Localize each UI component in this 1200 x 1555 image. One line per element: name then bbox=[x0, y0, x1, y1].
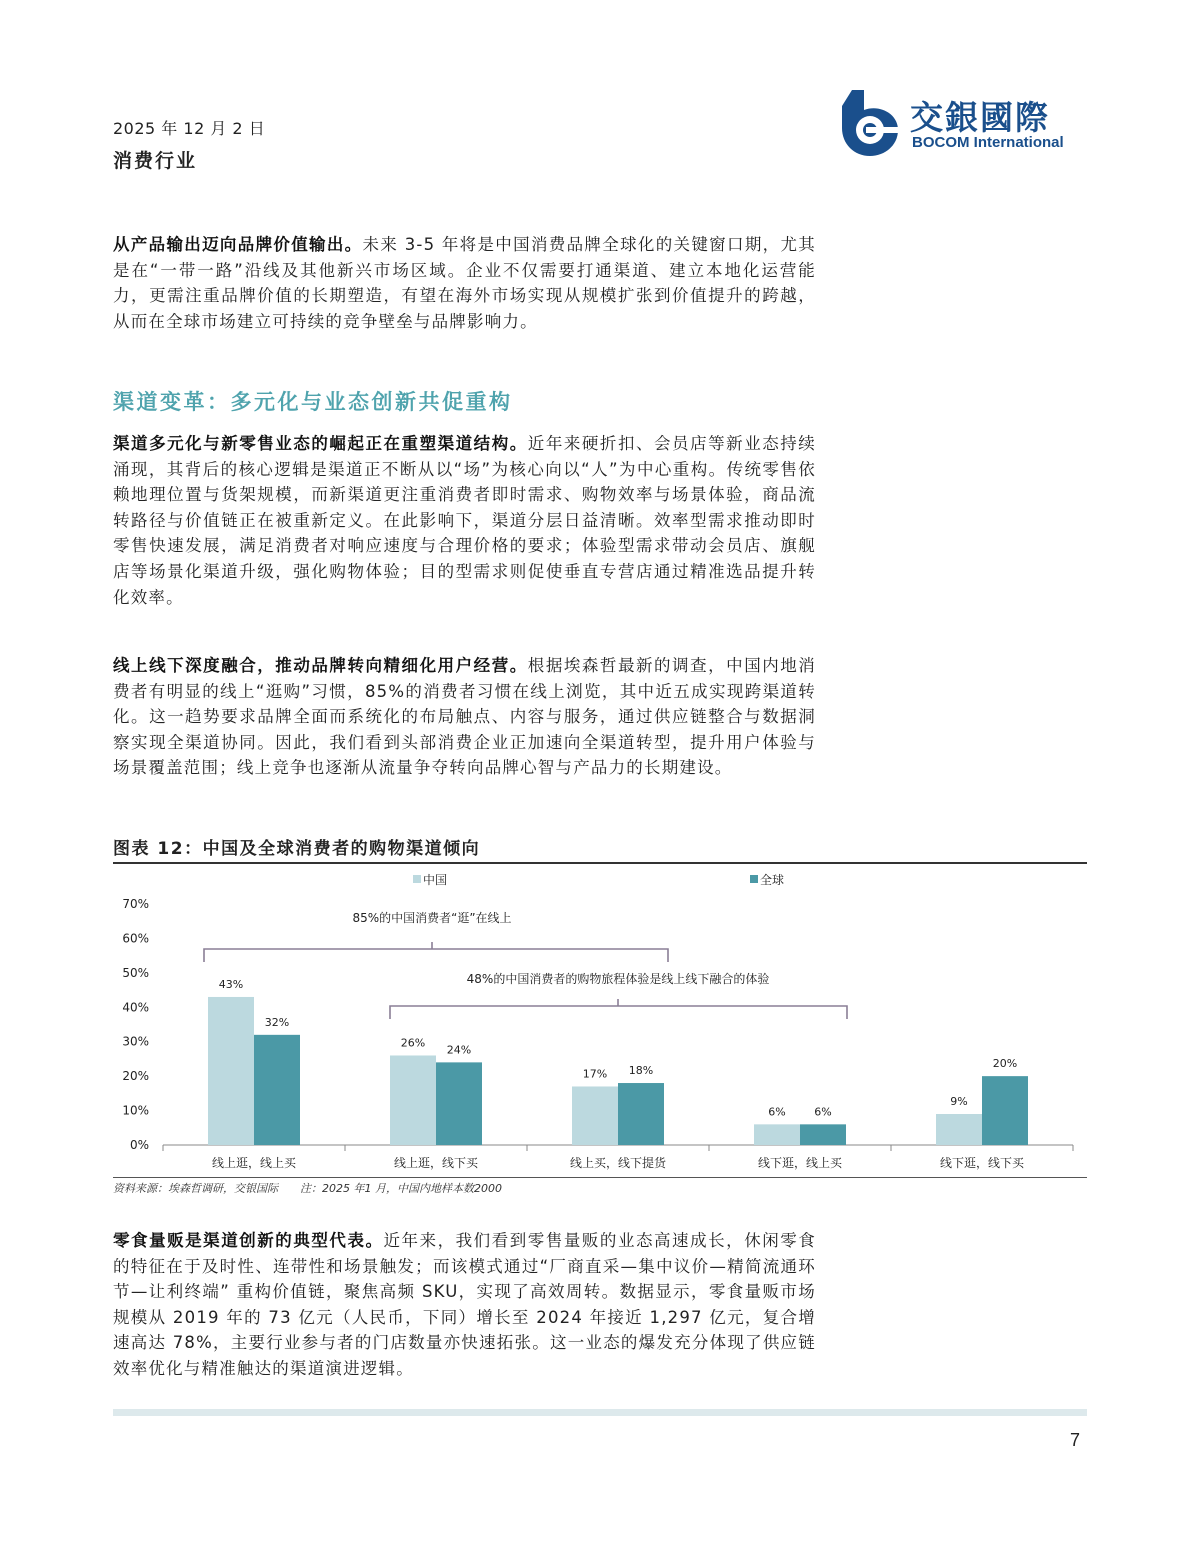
bocom-logo-icon bbox=[838, 86, 908, 158]
data-label: 17% bbox=[582, 1067, 608, 1081]
bar-global bbox=[618, 1083, 664, 1145]
bar-china bbox=[936, 1114, 982, 1145]
data-label: 6% bbox=[814, 1105, 832, 1119]
logo-english-name: BOCOM International bbox=[912, 134, 1064, 151]
y-tick-label: 60% bbox=[122, 931, 149, 946]
data-label: 43% bbox=[218, 977, 244, 991]
legend-label-0: 中国 bbox=[423, 873, 448, 887]
data-label: 26% bbox=[400, 1036, 426, 1050]
y-tick-label: 40% bbox=[122, 1000, 149, 1015]
paragraph-body: 未来 3-5 年将是中国消费品牌全球化的关键窗口期，尤其是在“一带一路”沿线及其他新兴市场区域。企业不仅需要打通渠道、建立本地化运营能力，更需注重品牌价值的长期塑造，有望在海外市场实现从规模扩张到价值提升的跨越，从而在全球市场建立可持续的竞争壁垒与品牌影响力。 bbox=[113, 235, 816, 331]
paragraph-snack-retail bbox=[113, 1228, 816, 1382]
bar-global bbox=[800, 1124, 846, 1145]
data-label: 20% bbox=[992, 1057, 1018, 1071]
paragraph-lead: 渠道多元化与新零售业态的崛起正在重塑渠道结构。 bbox=[113, 434, 528, 453]
x-category-label: 线上逛，线下买 bbox=[393, 1156, 479, 1170]
bar-china bbox=[390, 1055, 436, 1145]
bocom-logo bbox=[838, 86, 1088, 158]
y-tick-label: 30% bbox=[122, 1034, 149, 1049]
paragraph-channel-diversification bbox=[113, 431, 816, 610]
industry-label: 消费行业 bbox=[113, 150, 198, 172]
figure-divider-bottom bbox=[113, 1177, 1087, 1178]
y-tick-label: 70% bbox=[122, 897, 149, 911]
paragraph-body: 近年来，我们看到零售量贩的业态高速成长，休闲零食的特征在于及时性、连带性和场景触发；而该模式通过“厂商直采—集中议价—精简流通环节—让利终端” 重构价值链，聚焦高频 SKU，实现了高效周转。数据显示，零食量贩市场规模从 2019 年的 73 亿元（人民币，下同）增长至 2024 年接近 1,297 亿元，复合增速高达 78%，主要行业参与者的门店数量亦快速拓张。这一业态的爆发充分体现了供应链效率优化与精准触达的渠道演进逻辑。 bbox=[113, 1231, 816, 1378]
channel-preference-chart bbox=[113, 864, 1087, 1176]
x-category-label: 线下逛，线上买 bbox=[757, 1156, 843, 1170]
annotation-text-1: 85%的中国消费者“逛”在线上 bbox=[352, 911, 512, 925]
y-tick-label: 0% bbox=[129, 1138, 149, 1152]
x-category-label: 线下逛，线下买 bbox=[939, 1156, 1025, 1170]
paragraph-lead: 线上线下深度融合，推动品牌转向精细化用户经营。 bbox=[113, 656, 528, 675]
paragraph-lead: 从产品输出迈向品牌价值输出。 bbox=[113, 235, 363, 254]
paragraph-body: 近年来硬折扣、会员店等新业态持续涌现，其背后的核心逻辑是渠道正不断从以“场”为核心向以“人”为中心重构。传统零售依赖地理位置与货架规模，而新渠道更注重消费者即时需求、购物效率与场景体验，商品流转路径与价值链正在被重新定义。在此影响下，渠道分层日益清晰。效率型需求推动即时零售快速发展，满足消费者对响应速度与合理价格的要求；体验型需求带动会员店、旗舰店等场景化渠道升级，强化购物体验；目的型需求则促使垂直专营店通过精准选品提升转化效率。 bbox=[113, 434, 816, 607]
legend-swatch-0 bbox=[413, 875, 421, 883]
paragraph-omnichannel bbox=[113, 653, 816, 781]
figure-title: 图表 12：中国及全球消费者的购物渠道倾向 bbox=[113, 839, 481, 859]
section-title: 渠道变革：多元化与业态创新共促重构 bbox=[113, 390, 513, 414]
data-label: 32% bbox=[264, 1015, 290, 1029]
data-label: 24% bbox=[446, 1043, 472, 1057]
legend-swatch-1 bbox=[750, 875, 758, 883]
paragraph-lead: 零食量贩是渠道创新的典型代表。 bbox=[113, 1231, 384, 1250]
legend-label-1: 全球 bbox=[760, 873, 785, 887]
bar-china bbox=[208, 997, 254, 1145]
data-label: 9% bbox=[950, 1095, 968, 1109]
page-number: 7 bbox=[1070, 1430, 1081, 1450]
bar-china bbox=[572, 1086, 618, 1145]
report-date: 2025 年 12 月 2 日 bbox=[113, 119, 266, 138]
y-tick-label: 10% bbox=[122, 1103, 149, 1118]
y-tick-label: 50% bbox=[122, 965, 149, 980]
bar-global bbox=[436, 1062, 482, 1145]
paragraph-body: 根据埃森哲最新的调查，中国内地消费者有明显的线上“逛购”习惯，85%的消费者习惯在线上浏览，其中近五成实现跨渠道转化。这一趋势要求品牌全面而系统化的布局触点、内容与服务，通过供应链整合与数据洞察实现全渠道协同。因此，我们看到头部消费企业正加速向全渠道转型，提升用户体验与场景覆盖范围；线上竞争也逐渐从流量争夺转向品牌心智与产品力的长期建设。 bbox=[113, 656, 816, 778]
figure-source-note: 资料来源：埃森哲调研，交银国际 注：2025 年1 月，中国内地样本数2000 bbox=[113, 1182, 502, 1195]
annotation-text-2: 48%的中国消费者的购物旅程体验是线上线下融合的体验 bbox=[466, 972, 770, 986]
paragraph-brand-value bbox=[113, 232, 816, 334]
x-category-label: 线上买，线下提货 bbox=[569, 1156, 667, 1170]
x-category-label: 线上逛，线上买 bbox=[211, 1156, 297, 1170]
bar-global bbox=[254, 1035, 300, 1145]
bar-global bbox=[982, 1076, 1028, 1145]
bar-china bbox=[754, 1124, 800, 1145]
logo-chinese-name: 交銀國際 bbox=[910, 98, 1050, 137]
y-tick-label: 20% bbox=[122, 1069, 149, 1084]
data-label: 6% bbox=[768, 1105, 786, 1119]
annotation-bracket-2 bbox=[390, 1006, 847, 1019]
annotation-bracket-1 bbox=[204, 949, 668, 962]
footer-bar bbox=[113, 1409, 1087, 1416]
data-label: 18% bbox=[628, 1064, 654, 1078]
